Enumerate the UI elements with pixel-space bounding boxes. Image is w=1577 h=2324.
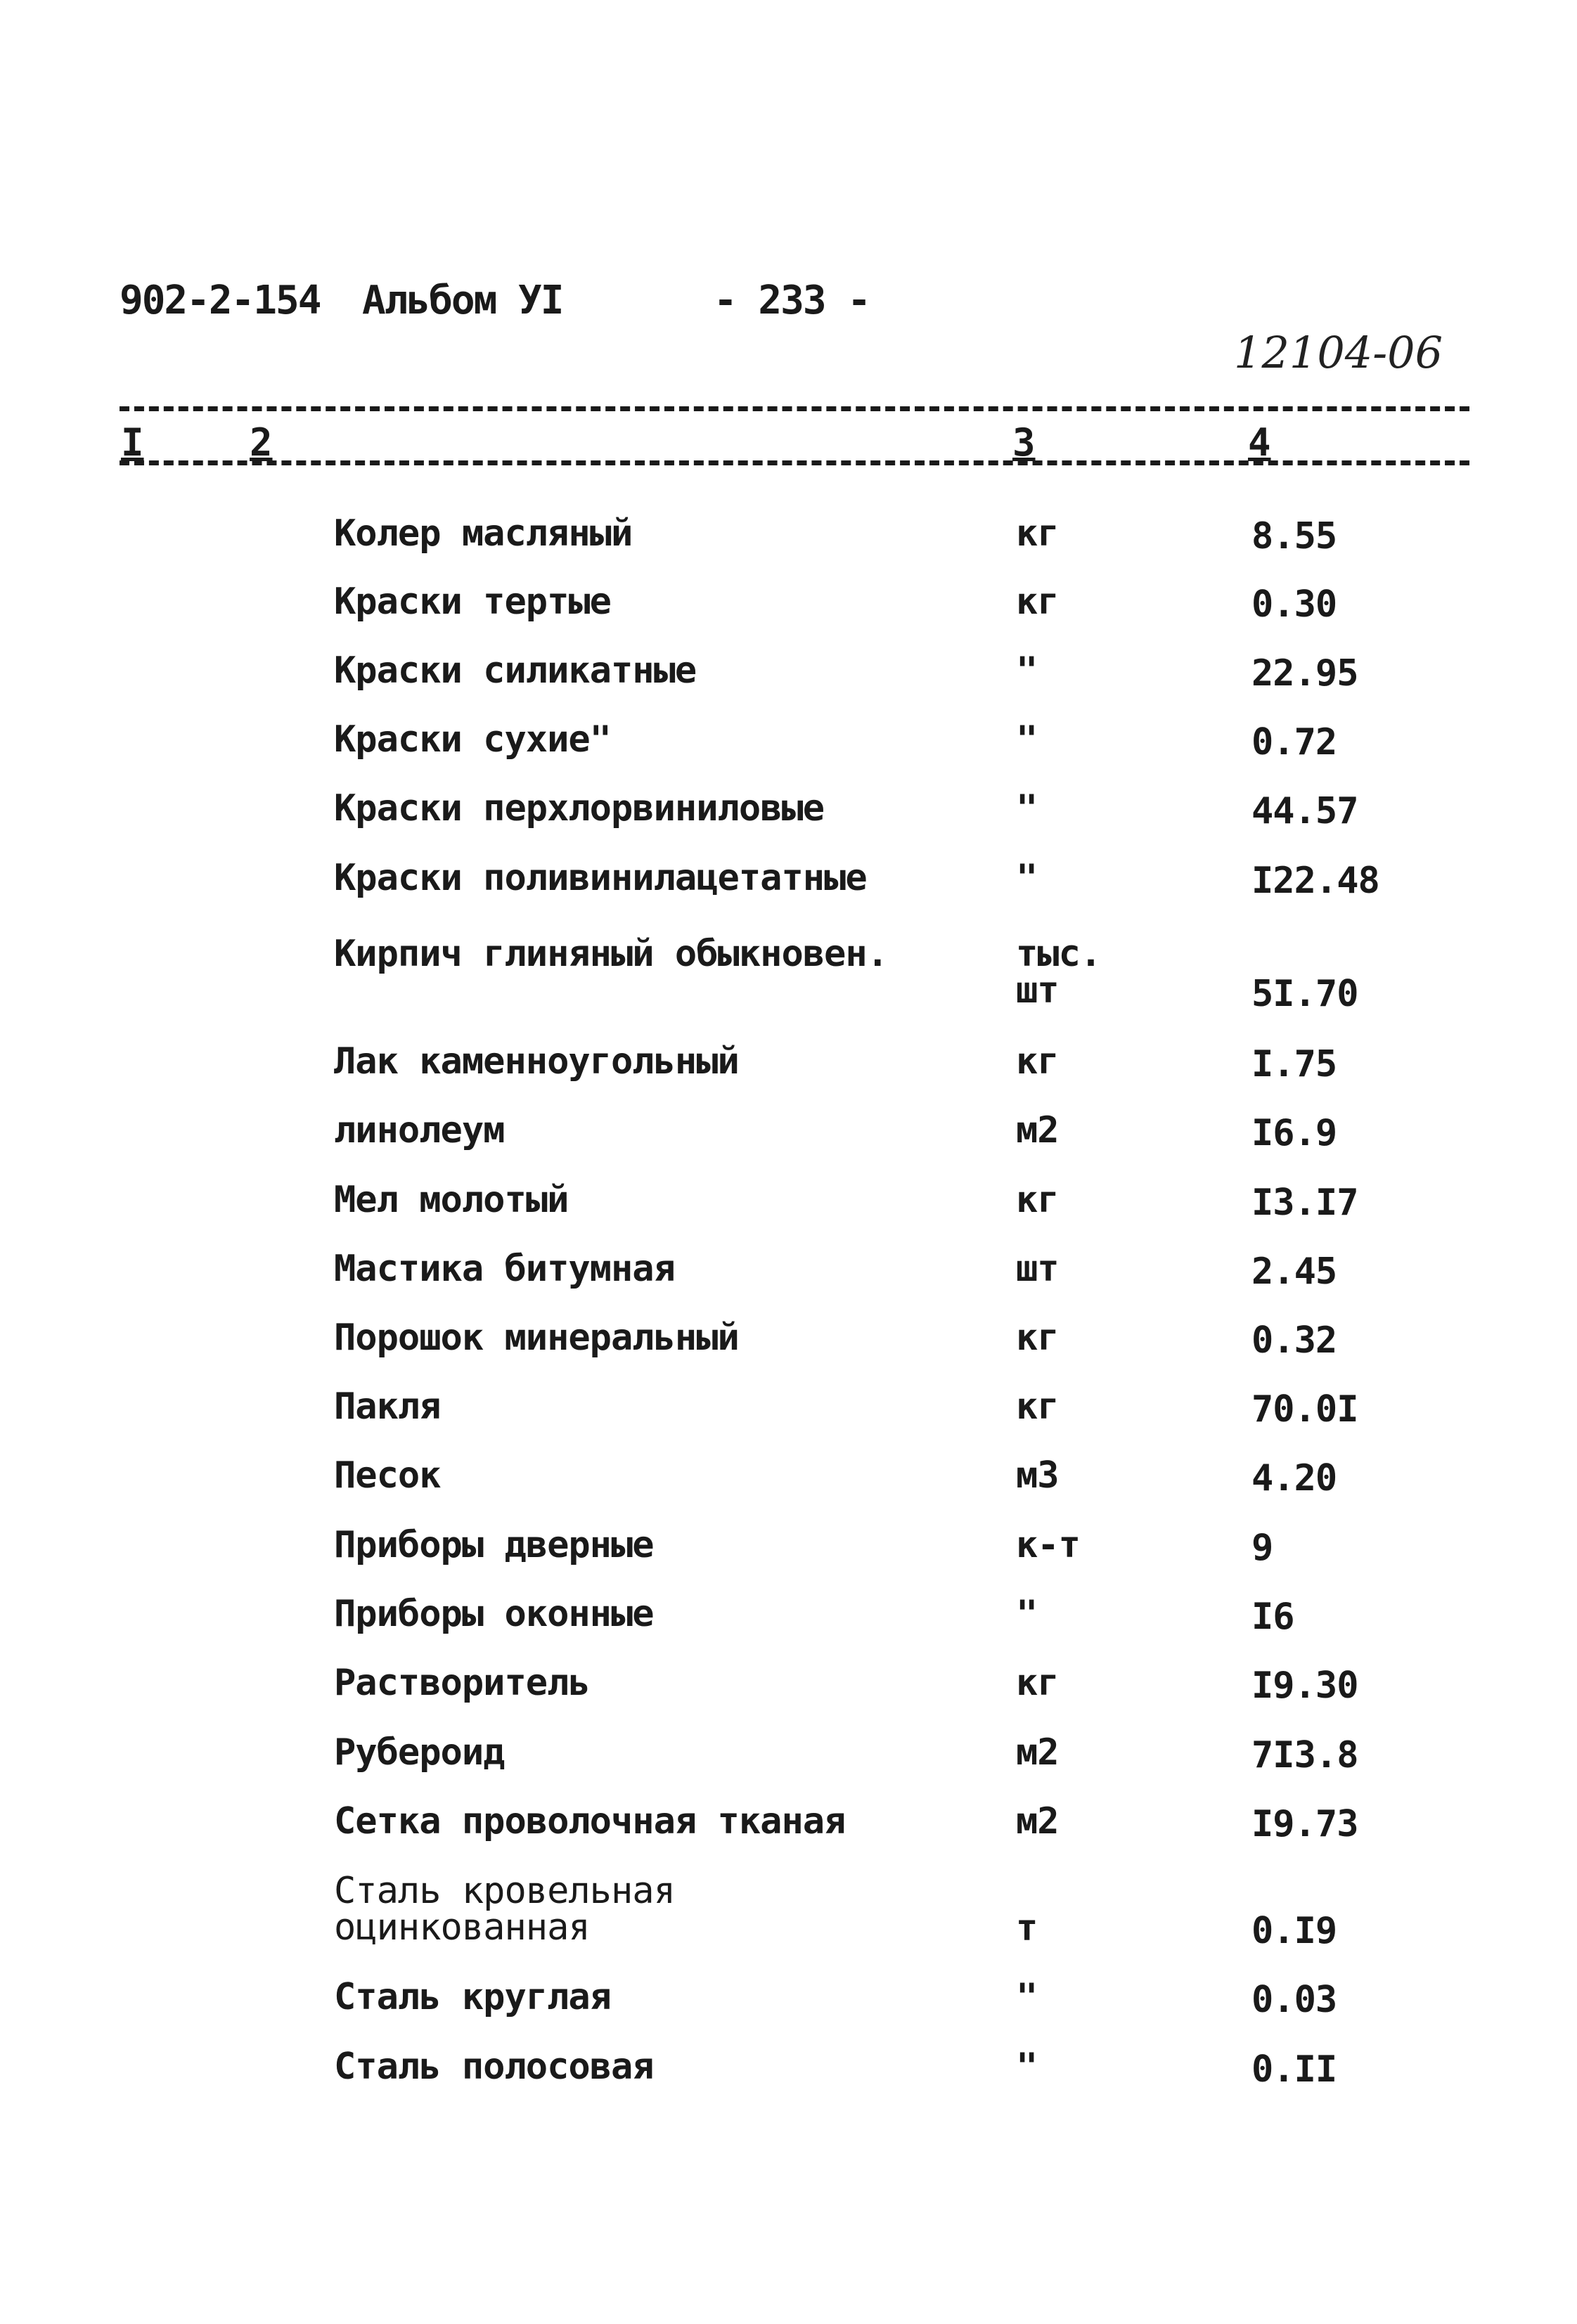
- material-name: Кирпич глиняный обыкновен.: [334, 933, 888, 975]
- material-name: Краски сухие": [334, 718, 611, 761]
- column-number-2: 2: [250, 420, 273, 465]
- material-unit: м2: [1016, 1731, 1059, 1774]
- material-unit: ": [1016, 1976, 1038, 2018]
- material-unit: ": [1016, 718, 1038, 761]
- material-qty: 0.30: [1251, 583, 1337, 626]
- material-unit: тыс. шт: [1016, 933, 1102, 1012]
- doc-code: 902-2-154: [120, 278, 321, 323]
- material-name: Лак каменноугольный: [334, 1040, 739, 1083]
- material-unit: кг: [1016, 512, 1059, 555]
- column-number-1: I: [121, 420, 144, 465]
- material-qty: 70.0I: [1251, 1388, 1358, 1431]
- material-unit: кг: [1016, 1662, 1059, 1704]
- material-qty: I22.48: [1251, 860, 1379, 902]
- material-qty: I9.30: [1251, 1665, 1358, 1707]
- material-unit: м2: [1016, 1800, 1059, 1842]
- material-unit: ": [1016, 1593, 1038, 1635]
- material-qty: I6.9: [1251, 1112, 1337, 1154]
- material-name: линолеум: [334, 1109, 505, 1151]
- material-qty: 0.72: [1251, 721, 1337, 763]
- column-number-4: 4: [1248, 420, 1271, 465]
- material-qty: 8.55: [1251, 515, 1337, 557]
- material-name: Сталь кровельная оцинкованная: [334, 1870, 675, 1949]
- material-name: Порошок минеральный: [334, 1317, 739, 1359]
- material-name: Пакля: [334, 1386, 441, 1428]
- material-qty: 0.03: [1251, 1979, 1337, 2021]
- material-qty: I.75: [1251, 1043, 1337, 1085]
- album-label: Альбом УI: [362, 278, 563, 323]
- material-unit: ": [1016, 787, 1038, 829]
- material-unit: кг: [1016, 1317, 1059, 1359]
- column-number-3: 3: [1012, 420, 1036, 465]
- material-qty: 7I3.8: [1251, 1734, 1358, 1776]
- material-name: Приборы дверные: [334, 1524, 654, 1566]
- material-qty: 0.I9: [1251, 1910, 1337, 1952]
- material-name: Растворитель: [334, 1662, 590, 1704]
- material-qty: I6: [1251, 1596, 1294, 1638]
- material-unit: ": [1016, 857, 1038, 899]
- material-name: Колер масляный: [334, 512, 633, 555]
- material-name: Мастика битумная: [334, 1248, 675, 1290]
- material-qty: 44.57: [1251, 790, 1358, 832]
- material-unit: ": [1016, 650, 1038, 692]
- material-unit: м2: [1016, 1109, 1059, 1151]
- material-qty: 22.95: [1251, 652, 1358, 695]
- material-unit: т: [1016, 1907, 1038, 1949]
- material-name: Рубероид: [334, 1731, 505, 1774]
- material-unit: к-т: [1016, 1524, 1080, 1566]
- material-qty: 0.32: [1251, 1319, 1337, 1362]
- material-name: Краски тертые: [334, 581, 611, 623]
- material-qty: 2.45: [1251, 1251, 1337, 1293]
- material-unit: шт: [1016, 1248, 1059, 1290]
- material-qty: 5I.70: [1251, 973, 1358, 1015]
- material-name: Сталь круглая: [334, 1976, 611, 2018]
- material-unit: кг: [1016, 1179, 1059, 1221]
- page-number: - 233 -: [714, 278, 870, 323]
- material-qty: I3.I7: [1251, 1182, 1358, 1224]
- material-qty: 9: [1251, 1527, 1273, 1569]
- material-qty: 4.20: [1251, 1457, 1337, 1499]
- material-unit: кг: [1016, 1040, 1059, 1083]
- material-name: Приборы оконные: [334, 1593, 654, 1635]
- material-name: Песок: [334, 1454, 441, 1497]
- material-unit: кг: [1016, 581, 1059, 623]
- material-name: Сталь полосовая: [334, 2046, 654, 2088]
- material-name: Краски силикатные: [334, 650, 697, 692]
- material-name: Мел молотый: [334, 1179, 569, 1221]
- handwritten-code: 12104-06: [1234, 327, 1443, 378]
- material-unit: кг: [1016, 1386, 1059, 1428]
- material-unit: м3: [1016, 1454, 1059, 1497]
- material-qty: 0.II: [1251, 2048, 1337, 2091]
- material-unit: ": [1016, 2046, 1038, 2088]
- material-name: Краски перхлорвиниловые: [334, 787, 825, 829]
- material-name: Сетка проволочная тканая: [334, 1800, 846, 1842]
- material-name: Краски поливинилацетатные: [334, 857, 867, 899]
- material-qty: I9.73: [1251, 1803, 1358, 1845]
